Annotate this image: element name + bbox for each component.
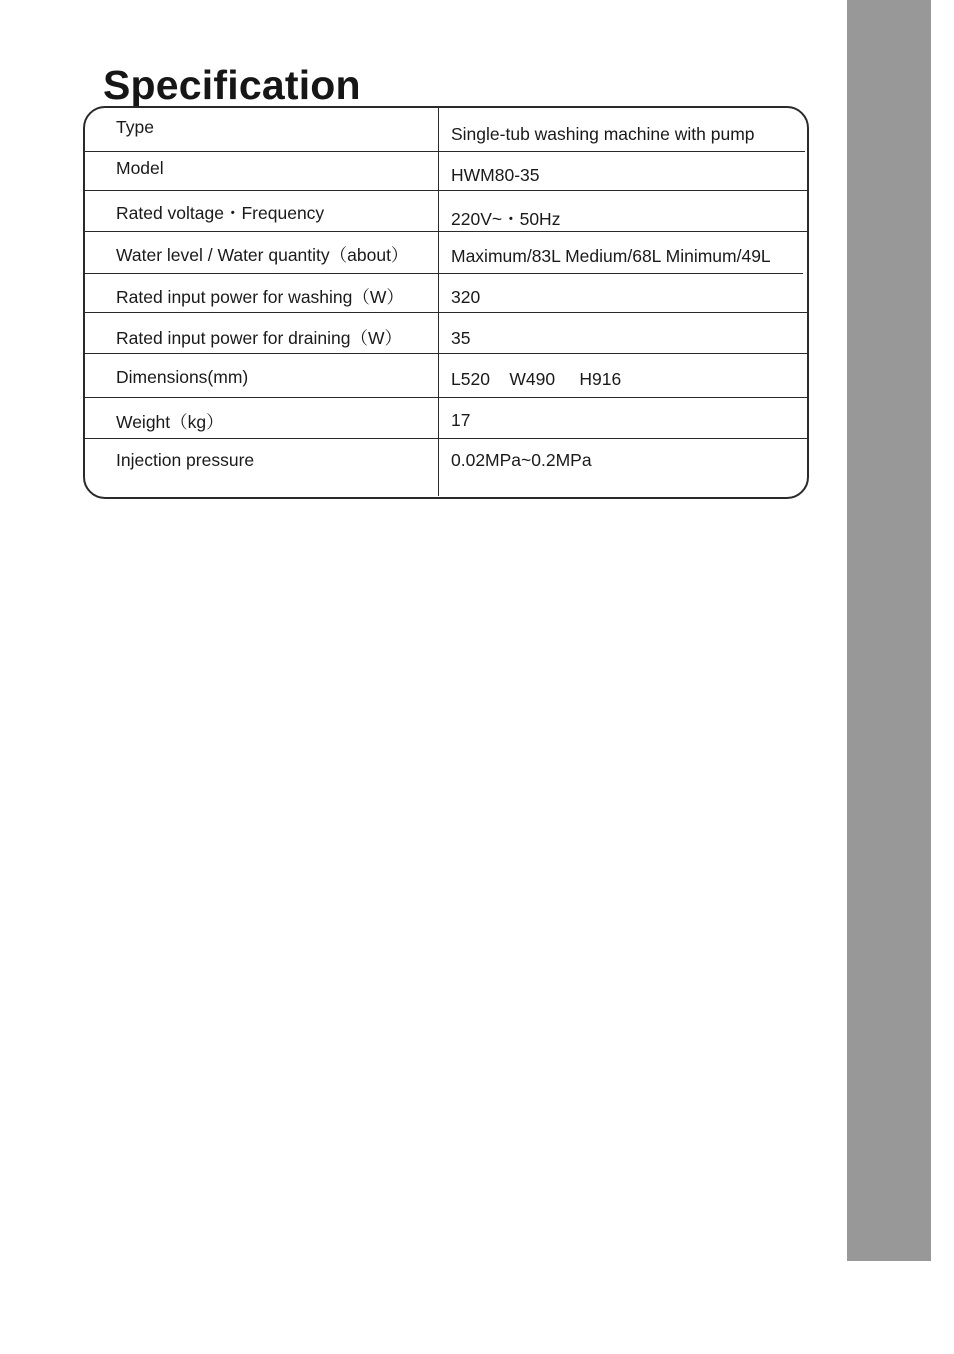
- spec-label-dimensions: Dimensions(mm): [116, 367, 249, 387]
- spec-value-type: Single-tub washing machine with pump: [451, 124, 755, 144]
- spec-label-voltage: Rated voltage・Frequency: [116, 203, 325, 223]
- spec-value-dimensions: L520 W490 H916: [451, 369, 622, 389]
- spec-value-draining-power: 35: [451, 328, 471, 348]
- spec-label-weight: Weight（kg）: [116, 412, 224, 432]
- spec-value-washing-power: 320: [451, 287, 481, 307]
- spec-label-model: Model: [116, 158, 164, 178]
- spec-value-injection-pressure: 0.02MPa~0.2MPa: [451, 450, 592, 470]
- row-divider: [83, 151, 805, 152]
- spec-value-voltage: 220V~・50Hz: [451, 209, 561, 229]
- row-divider: [83, 190, 807, 191]
- row-divider: [83, 273, 803, 274]
- row-divider: [83, 312, 807, 313]
- row-divider: [83, 231, 807, 232]
- row-divider: [83, 438, 809, 439]
- spec-value-weight: 17: [451, 410, 471, 430]
- row-divider: [83, 353, 807, 354]
- spec-label-injection-pressure: Injection pressure: [116, 450, 255, 470]
- page-title: Specification: [103, 62, 361, 108]
- spec-label-water-level: Water level / Water quantity（about）: [116, 245, 409, 265]
- spec-label-washing-power: Rated input power for washing（W）: [116, 287, 404, 307]
- side-tab-bar: [847, 0, 931, 1261]
- spec-value-model: HWM80-35: [451, 165, 540, 185]
- row-divider: [83, 397, 809, 398]
- spec-label-draining-power: Rated input power for draining（W）: [116, 328, 402, 348]
- spec-label-type: Type: [116, 117, 154, 137]
- spec-value-water-level: Maximum/83L Medium/68L Minimum/49L: [451, 246, 771, 266]
